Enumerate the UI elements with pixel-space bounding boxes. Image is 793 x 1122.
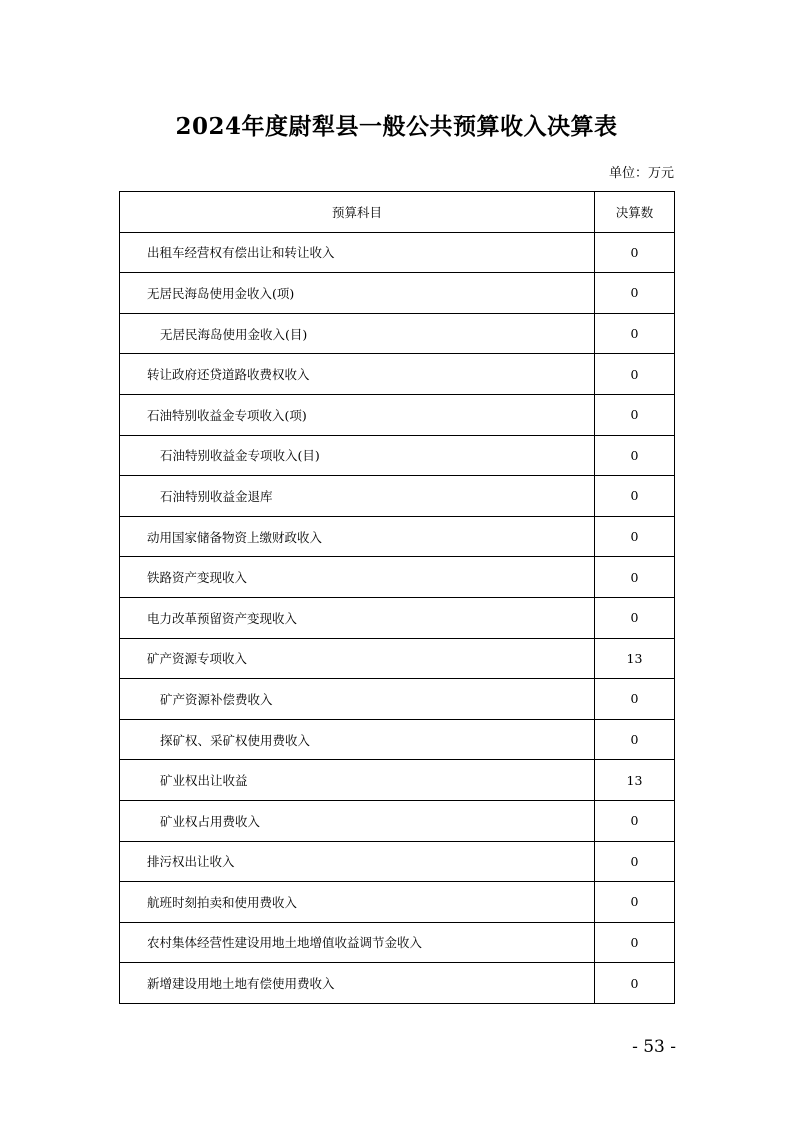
row-value: 13 [595,638,675,679]
row-value: 0 [595,476,675,517]
row-value: 0 [595,963,675,1004]
row-label: 农村集体经营性建设用地土地增值收益调节金收入 [120,922,595,963]
row-label: 石油特别收益金专项收入(目) [120,435,595,476]
table-row [120,476,675,517]
row-label: 电力改革预留资产变现收入 [120,597,595,638]
row-value: 0 [595,313,675,354]
row-value: 0 [595,719,675,760]
table-row [120,922,675,963]
row-label: 航班时刻拍卖和使用费收入 [120,882,595,923]
row-label: 排污权出让收入 [120,841,595,882]
table-row [120,435,675,476]
table-row [120,516,675,557]
row-label: 转让政府还贷道路收费权收入 [120,354,595,395]
row-value: 0 [595,557,675,598]
row-label: 矿产资源专项收入 [120,638,595,679]
table-row [120,273,675,314]
row-value: 0 [595,597,675,638]
row-label: 新增建设用地土地有偿使用费收入 [120,963,595,1004]
page-number: - 53 - [632,1037,676,1057]
table-row [120,760,675,801]
row-value: 0 [595,516,675,557]
table-row [120,963,675,1004]
row-label: 石油特别收益金退库 [120,476,595,517]
table-row [120,557,675,598]
row-label: 动用国家储备物资上缴财政收入 [120,516,595,557]
row-label: 石油特别收益金专项收入(项) [120,394,595,435]
table-row [120,679,675,720]
row-value: 0 [595,354,675,395]
row-value: 0 [595,435,675,476]
budget-table [119,191,675,1004]
row-label: 矿业权占用费收入 [120,800,595,841]
table-row [120,719,675,760]
table-row [120,394,675,435]
row-value: 0 [595,800,675,841]
row-value: 0 [595,882,675,923]
row-value: 0 [595,841,675,882]
row-value: 0 [595,394,675,435]
row-label: 无居民海岛使用金收入(项) [120,273,595,314]
table-row [120,841,675,882]
row-label: 探矿权、采矿权使用费收入 [120,719,595,760]
row-label: 铁路资产变现收入 [120,557,595,598]
table-row [120,800,675,841]
row-value: 0 [595,922,675,963]
unit-label: 单位：万元 [608,166,674,181]
table-row [120,638,675,679]
table-row [120,354,675,395]
table-row [120,882,675,923]
header-value: 决算数 [595,192,675,233]
document-title: 2024年度尉犁县一般公共预算收入决算表 [175,113,618,140]
table-row [120,597,675,638]
row-value: 13 [595,760,675,801]
row-label: 矿产资源补偿费收入 [120,679,595,720]
row-label: 出租车经营权有偿出让和转让收入 [120,232,595,273]
row-value: 0 [595,679,675,720]
table-header-row [120,192,675,233]
row-value: 0 [595,273,675,314]
row-value: 0 [595,232,675,273]
header-item: 预算科目 [120,192,595,233]
table-row [120,313,675,354]
row-label: 矿业权出让收益 [120,760,595,801]
row-label: 无居民海岛使用金收入(目) [120,313,595,354]
table-row [120,232,675,273]
